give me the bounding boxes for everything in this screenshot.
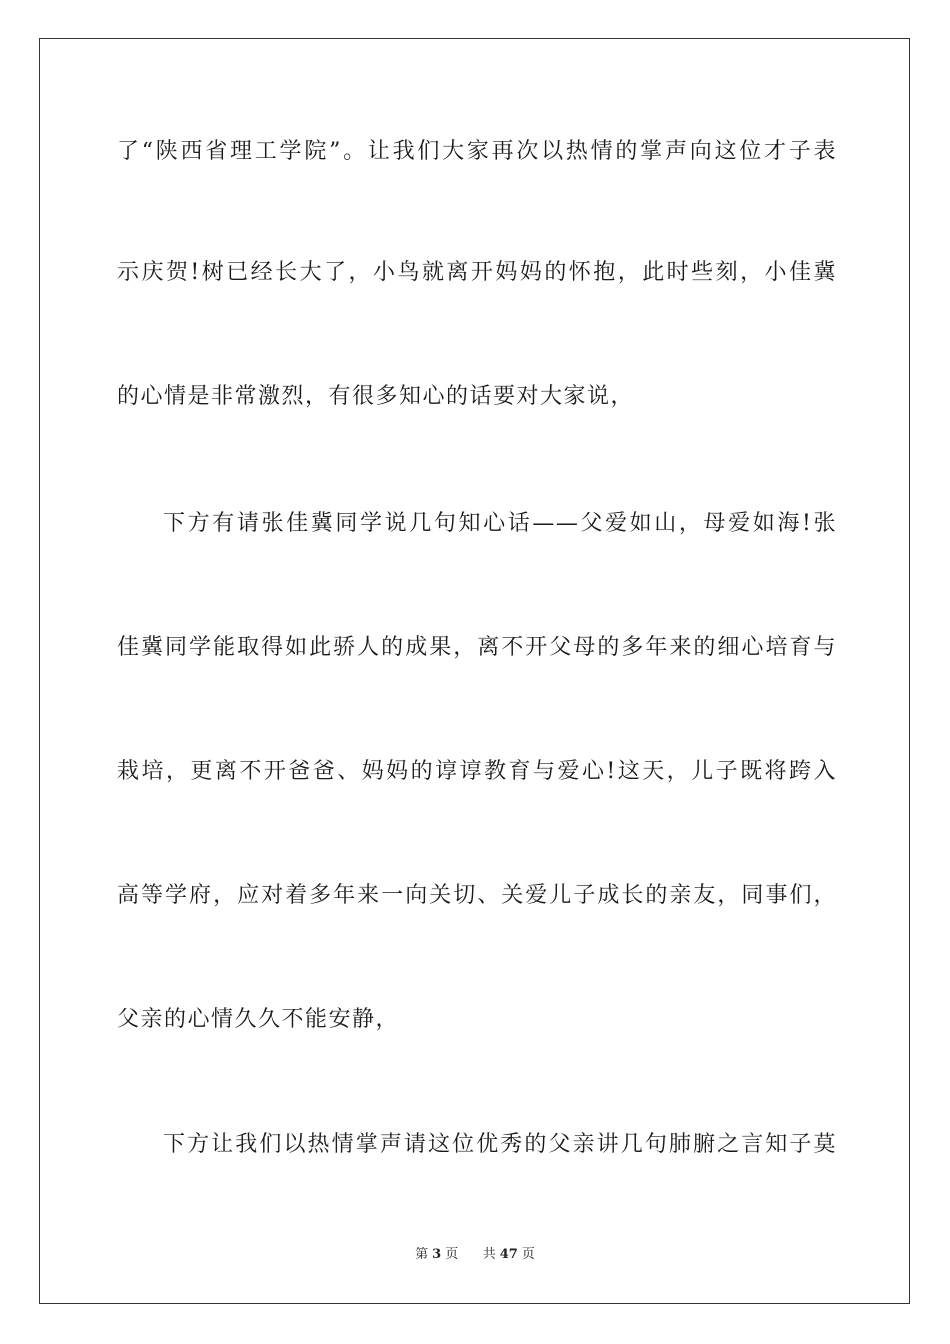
text-line: 示庆贺!树已经长大了，小鸟就离开妈妈的怀抱，此时些刻，小佳冀	[117, 260, 837, 285]
text-line: 父亲的心情久久不能安静，	[117, 1007, 400, 1032]
text-line: 佳冀同学能取得如此骄人的成果，离不开父母的多年来的细心培育与	[117, 635, 837, 660]
page-number: 3	[432, 1247, 442, 1262]
text-line: 下方有请张佳冀同学说几句知心话——父爱如山，母爱如海!张	[163, 511, 837, 536]
page-indicator	[413, 1247, 460, 1262]
text-line: 下方让我们以热情掌声请这位优秀的父亲讲几句肺腑之言知子莫	[163, 1132, 837, 1157]
total-pages: 47	[499, 1247, 518, 1262]
text-line: 高等学府，应对着多年来一向关切、关爱儿子成长的亲友，同事们，	[117, 883, 837, 908]
text-line: 的心情是非常激烈，有很多知心的话要对大家说，	[117, 384, 635, 409]
total-suffix: 页	[521, 1247, 535, 1262]
text-line: 栽培，更离不开爸爸、妈妈的谆谆教育与爱心!这天，儿子既将跨入	[117, 759, 837, 784]
total-prefix: 共	[482, 1247, 496, 1262]
page-footer	[0, 1246, 950, 1264]
page-prefix: 第	[415, 1247, 429, 1262]
text-line: 了“陕西省理工学院”。让我们大家再次以热情的掌声向这位才子表	[117, 139, 837, 164]
page-frame	[39, 38, 910, 1304]
total-pages-indicator	[481, 1247, 537, 1262]
page-suffix: 页	[445, 1247, 459, 1262]
